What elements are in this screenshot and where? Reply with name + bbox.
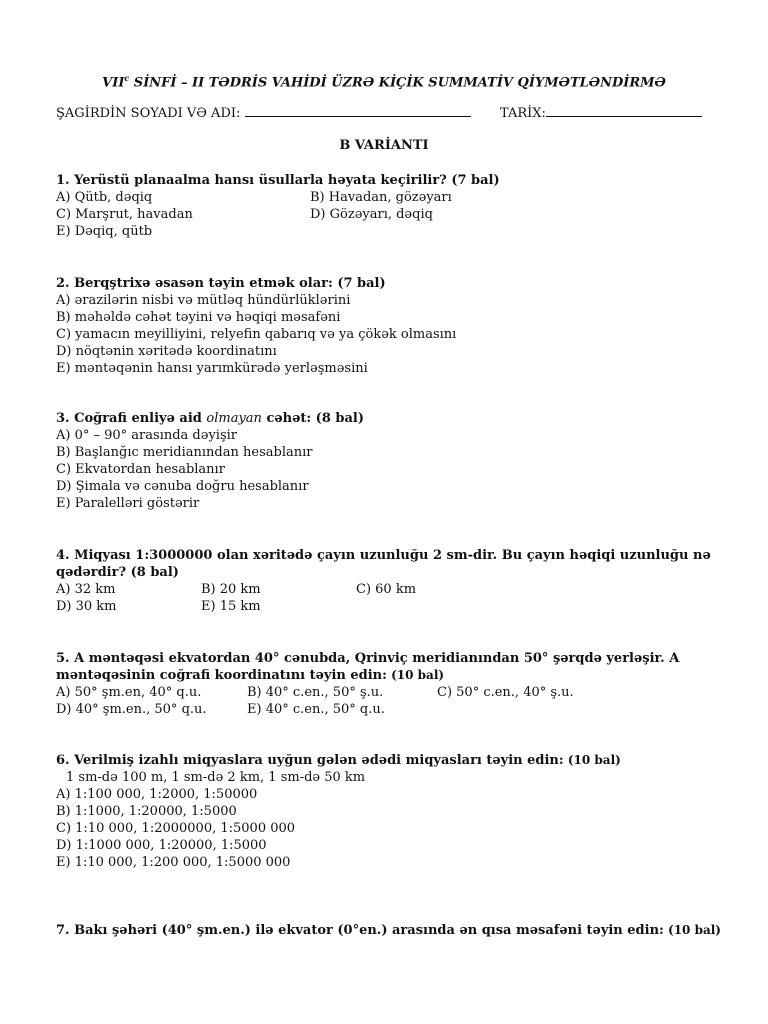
question-3-title — [56, 410, 716, 427]
q2-option-d[interactable]: D) nöqtənin xəritədə koordinatını — [56, 344, 277, 359]
q6-option-e[interactable]: E) 1:10 000, 1:200 000, 1:5000 000 — [56, 855, 291, 870]
q2-option-a[interactable]: A) ərazilərin nisbi və mütləq hündürlüklərini — [56, 293, 351, 308]
q5-option-d[interactable]: D) 40° şm.en., 50° q.u. — [56, 702, 207, 717]
q6-option-d[interactable]: D) 1:1000 000, 1:20000, 1:5000 — [56, 838, 267, 853]
variant-heading: B VARİANTI — [339, 138, 429, 153]
question-2 — [56, 275, 716, 377]
q3-option-c[interactable]: C) Ekvatordan hesablanır — [56, 462, 225, 477]
q1-option-c[interactable]: C) Marşrut, havadan — [56, 207, 193, 222]
q4-option-c[interactable]: C) 60 km — [356, 582, 417, 597]
q3-option-e[interactable]: E) Paralelləri göstərir — [56, 496, 200, 511]
question-1 — [56, 172, 716, 240]
question-6-points: (10 bal) — [563, 753, 621, 767]
q2-option-b[interactable]: B) məhəldə cəhət təyini və həqiqi məsafəni — [56, 310, 341, 325]
q6-option-c[interactable]: C) 1:10 000, 1:2000000, 1:5000 000 — [56, 821, 296, 836]
question-6-title-text: 6. Verilmiş izahlı miqyaslara uyğun gələn ədədi miqyasları təyin edin: — [56, 753, 564, 768]
q3-option-a[interactable]: A) 0° – 90° arasında dəyişir — [56, 428, 237, 443]
q1-option-b[interactable]: B) Havadan, gözəyarı — [310, 190, 452, 205]
question-6 — [56, 752, 716, 871]
q4-option-d[interactable]: D) 30 km — [56, 599, 117, 614]
q4-option-b[interactable]: B) 20 km — [201, 582, 261, 597]
question-5-points: (10 bal) — [386, 668, 445, 682]
question-6-given-scales: 1 sm-də 100 m, 1 sm-də 2 km, 1 sm-də 50 km — [66, 770, 366, 785]
q1-option-e[interactable]: E) Dəqiq, qütb — [56, 224, 153, 239]
question-5 — [56, 650, 716, 718]
question-5-title-text: 5. A məntəqəsi ekvatordan 40° cənubda, Qrinviç meridianından 50° şərqdə yerləşir. A məntəqəsinin coğrafi koordinatını təyin edin: — [56, 651, 680, 683]
question-7-title-text: 7. Bakı şəhəri (40° şm.en.) ilə ekvator (0°en.) arasında ən qısa məsafəni təyin edin: — [56, 923, 664, 938]
question-4-options-row-2 — [56, 598, 716, 615]
question-7-points: (10 bal) — [663, 923, 721, 937]
question-7 — [56, 922, 726, 939]
question-1-options — [56, 189, 716, 240]
question-2-title: 2. Berqştrixə əsasən təyin etmək olar: (7 bal) — [56, 276, 386, 291]
date-label: TARİX: — [500, 106, 546, 121]
q5-option-e[interactable]: E) 40° c.en., 50° q.u. — [247, 702, 385, 717]
q1-option-a[interactable]: A) Qütb, dəqiq — [56, 190, 153, 205]
q2-option-c[interactable]: C) yamacın meyilliyini, relyefin qabarıq və ya çökək olmasını — [56, 327, 457, 342]
question-3-title-end: cəhət: (8 bal) — [261, 411, 365, 426]
title-grade: VII — [102, 75, 125, 91]
question-3 — [56, 410, 716, 512]
q3-option-d[interactable]: D) Şimala və cənuba doğru hesablanır — [56, 479, 309, 494]
question-7-title — [56, 922, 726, 939]
question-4-title: 4. Miqyası 1:3000000 olan xəritədə çayın uzunluğu 2 sm-dir. Bu çayın həqiqi uzunluğu nə qədərdir? (8 bal) — [56, 548, 711, 580]
q4-option-e[interactable]: E) 15 km — [201, 599, 261, 614]
title-text: SİNFİ – II TƏDRİS VAHİDİ ÜZRƏ KİÇİK SUMMATİV QİYMƏTLƏNDİRMƏ — [129, 75, 666, 91]
q1-option-d[interactable]: D) Gözəyarı, dəqiq — [310, 207, 433, 222]
q5-option-c[interactable]: C) 50° c.en., 40° ş.u. — [437, 685, 574, 700]
date-blank[interactable] — [546, 104, 702, 117]
student-name-label: ŞAGİRDİN SOYADI VƏ ADI: — [56, 106, 245, 121]
question-3-title-start: 3. Coğrafi enliyə aid — [56, 411, 207, 426]
question-5-options-row-2 — [56, 701, 716, 718]
question-5-options-row-1 — [56, 684, 716, 701]
page-title — [0, 70, 768, 91]
question-4 — [56, 547, 716, 615]
q3-option-b[interactable]: B) Başlanğıc meridianından hesablanır — [56, 445, 313, 460]
date-field[interactable] — [500, 104, 702, 122]
question-1-title: 1. Yerüstü planaalma hansı üsullarla həyata keçirilir? (7 bal) — [56, 173, 500, 188]
question-4-options-row-1 — [56, 581, 716, 598]
title-grade-superscript: c — [124, 73, 130, 83]
question-3-title-emphasis: olmayan — [206, 411, 262, 426]
q6-option-b[interactable]: B) 1:1000, 1:20000, 1:5000 — [56, 804, 237, 819]
q5-option-b[interactable]: B) 40° c.en., 50° ş.u. — [247, 685, 384, 700]
question-6-title — [56, 752, 716, 769]
q6-option-a[interactable]: A) 1:100 000, 1:2000, 1:50000 — [56, 787, 258, 802]
student-name-field[interactable] — [56, 104, 471, 122]
q4-option-a[interactable]: A) 32 km — [56, 582, 116, 597]
q2-option-e[interactable]: E) məntəqənin hansı yarımkürədə yerləşməsini — [56, 361, 368, 376]
question-5-title — [56, 650, 716, 684]
student-name-blank[interactable] — [245, 104, 471, 117]
q5-option-a[interactable]: A) 50° şm.en, 40° q.u. — [56, 685, 202, 700]
